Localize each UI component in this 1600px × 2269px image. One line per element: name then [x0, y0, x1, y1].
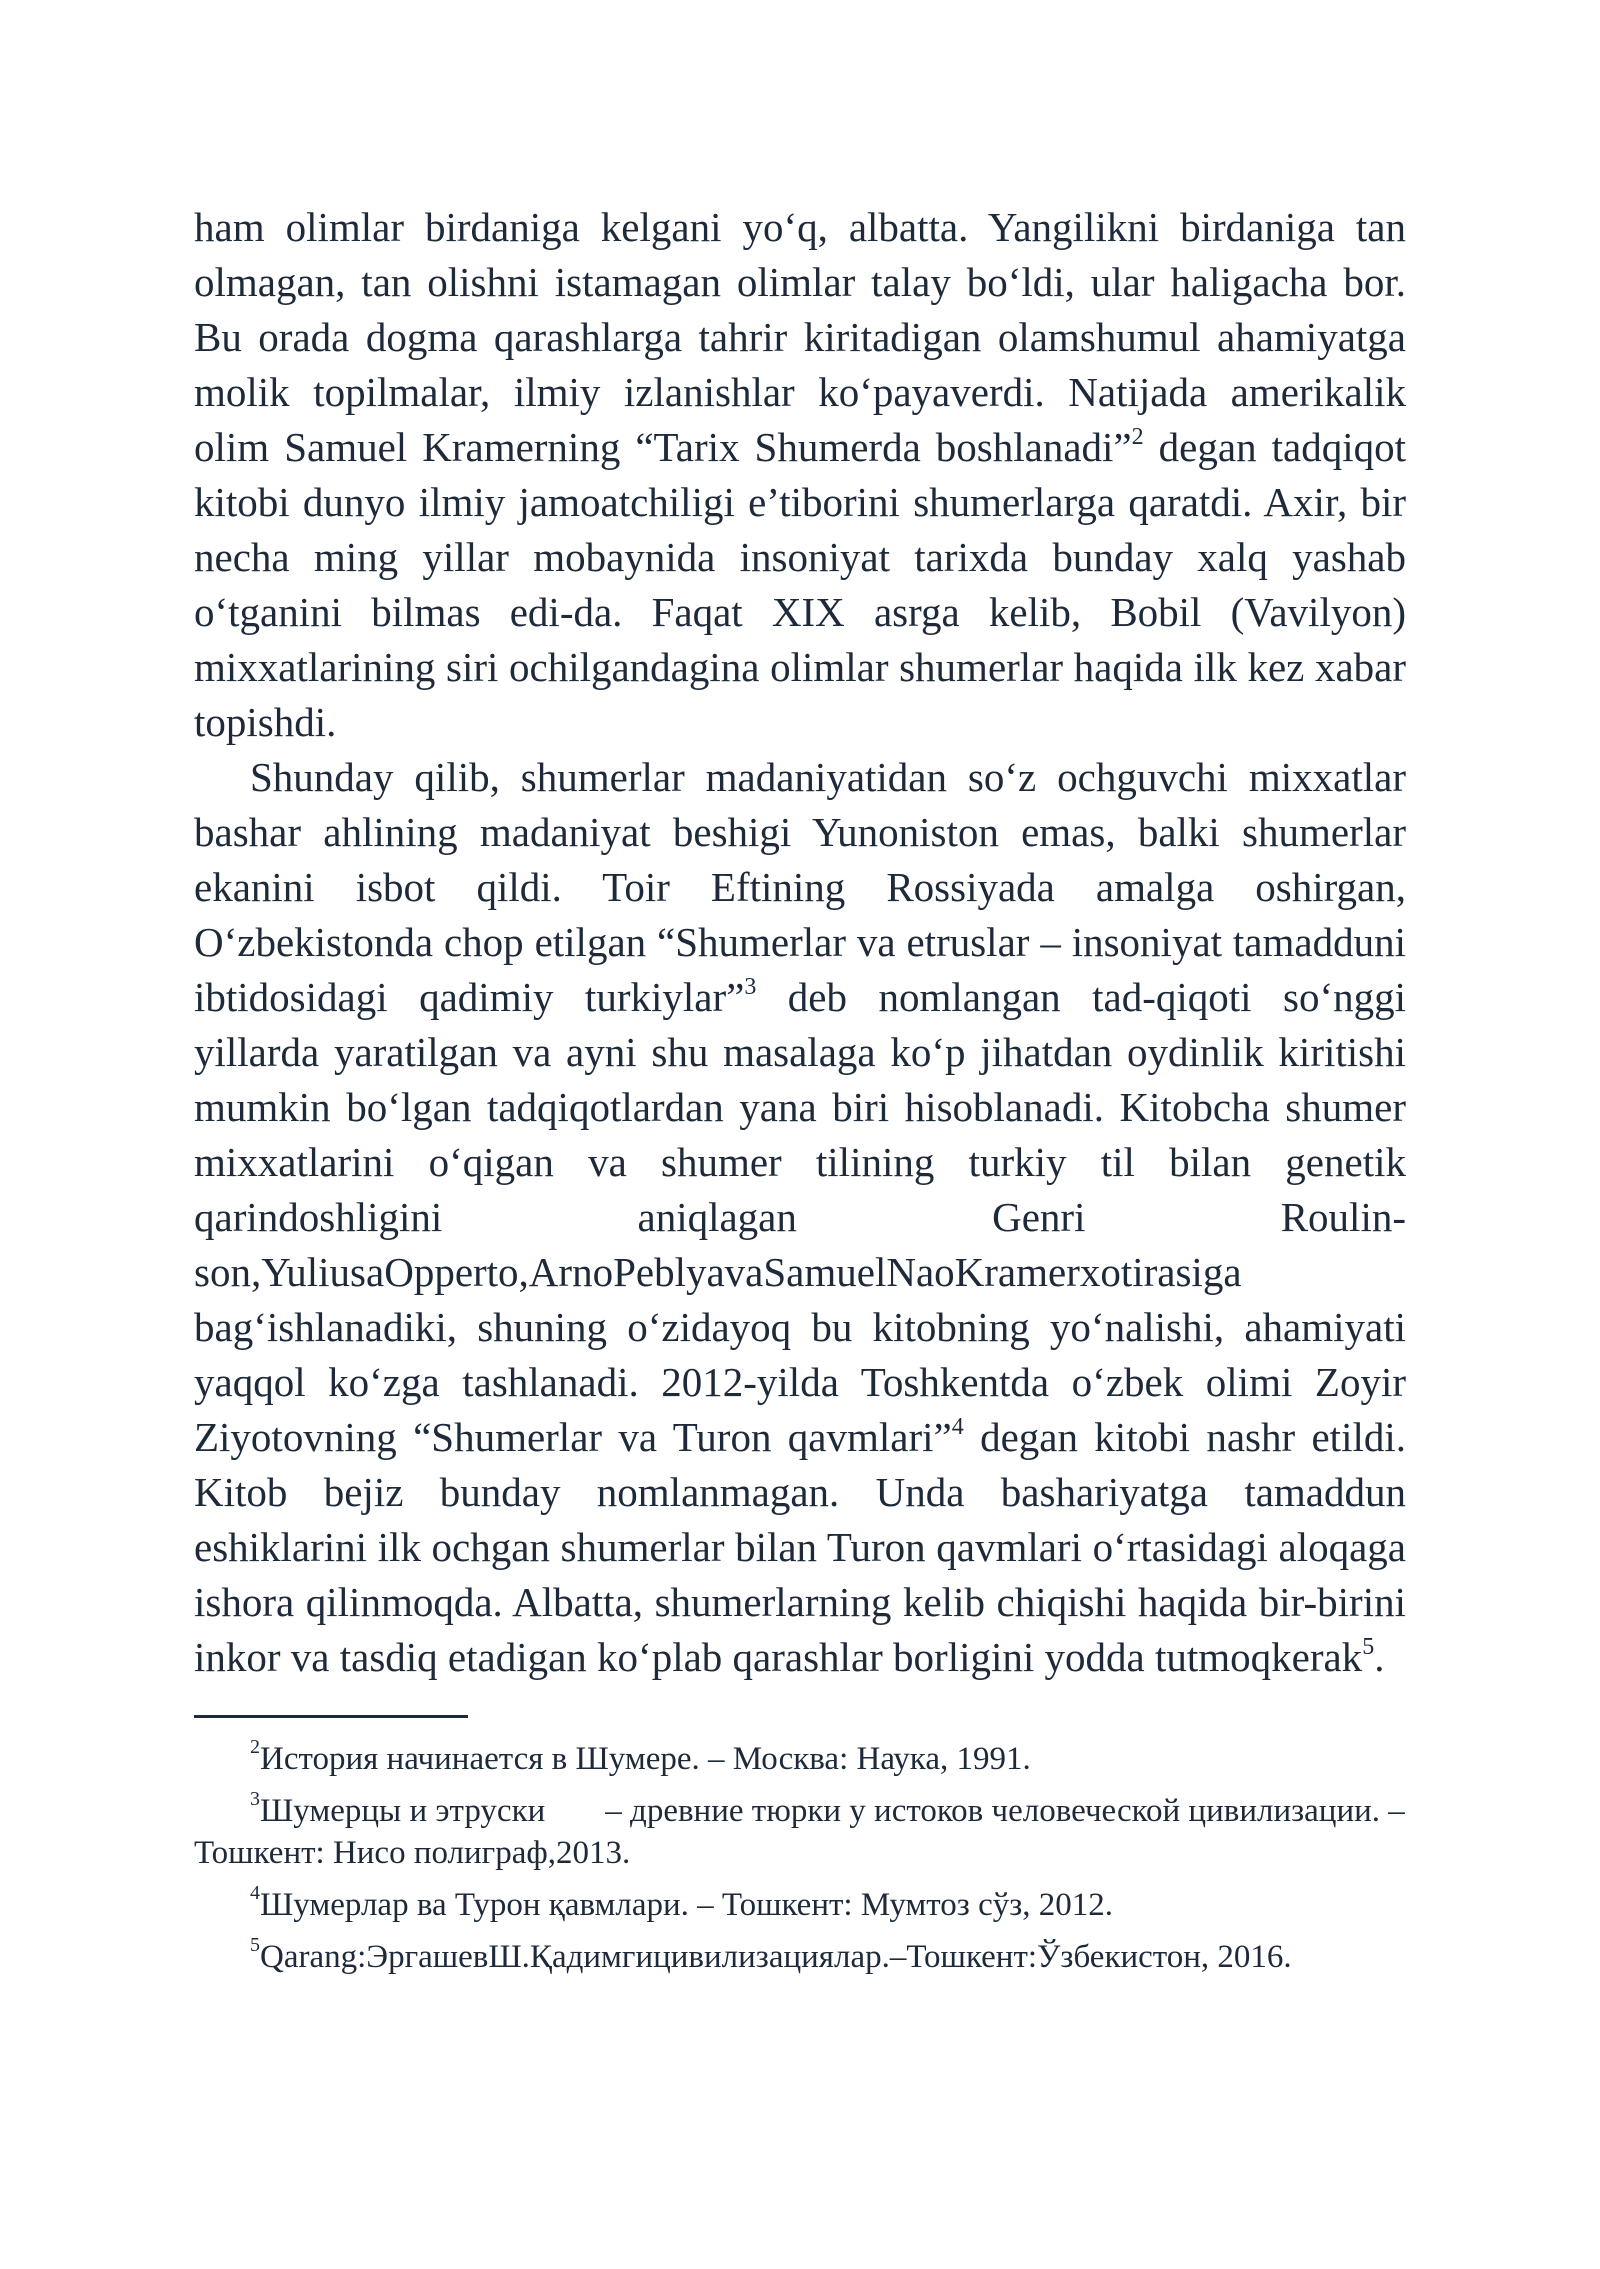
footnote-text: Qarang:ЭргашевШ.Қадимгицивилизациялар.–Тошкент:Ўзбекистон, 2016.	[260, 1939, 1292, 1975]
footnote-text: История начинается в Шумере. – Москва: Наука, 1991.	[260, 1741, 1031, 1777]
footnote-3	[194, 1790, 1406, 1874]
footnote-text: Шумерлар ва Турон қавмлари. – Тошкент: Мумтоз сўз, 2012.	[260, 1887, 1114, 1923]
footnote-number: 3	[250, 1788, 260, 1810]
paragraph-2-text-b: deb nomlangan tad-qiqoti so‘nggi yillarda yaratilgan va ayni shu masalaga ko‘p jihatdan oydinlik kiritishi mumkin bo‘lgan tadqiqotlardan yana biri hisoblanadi. Kitobcha shumer mixxatlarini o‘qigan va shumer tilining turkiy til bilan genetik qarindoshligini aniqlagan Genri Roulinson,YuliusaOpperto,ArnoPeblyavaSamuelNaoKramerxotirasiga bag‘ishlanadiki, shuning o‘zidayoq bu kitobning yo‘nalishi, ahamiyati yaqqol ko‘zga tashlanadi. 2012-yilda Toshkentda o‘zbek olimi Zoyir Ziyotovning “Shumerlar va Turon qavmlari”	[194, 974, 1406, 1460]
footnote-number: 2	[250, 1736, 260, 1758]
body-paragraph-1	[194, 200, 1406, 750]
paragraph-1-text-a: ham olimlar birdaniga kelgani yo‘q, albatta. Yangilikni birdaniga tan olmagan, tan olishni istamagan olimlar talay bo‘ldi, ular haligacha bor. Bu orada dogma qarashlarga tahrir kiritadigan olamshumul ahamiyatga molik topilmalar, ilmiy izlanishlar ko‘payaverdi. Natijada amerikalik olim Samuel Kramerning “Tarix Shumerda boshlanadi”	[194, 204, 1406, 470]
footnote-text: Шумерцы и этруски	[260, 1793, 546, 1829]
page-content	[194, 200, 1406, 1988]
footnote-2	[194, 1738, 1406, 1780]
footnote-ref-3[interactable]: 3	[744, 974, 757, 1001]
footnote-ref-5[interactable]: 5	[1362, 1634, 1375, 1661]
paragraph-2-text-a: Shunday qilib, shumerlar madaniyatidan so‘z ochguvchi mixxatlar bashar ahlining madaniyat beshigi Yunoniston emas, balki shumerlar ekanini isbot qildi. Toir Eftining Rossiyada amalga oshirgan, O‘zbekistonda chop etilgan “Shumerlar va etruslar – insoniyat tamadduni ibtidosidagi qadimiy turkiylar”	[194, 754, 1406, 1020]
paragraph-2-text-d: .	[1374, 1634, 1385, 1680]
footnote-4	[194, 1884, 1406, 1926]
footnote-number: 4	[250, 1882, 260, 1904]
footnote-ref-2[interactable]: 2	[1131, 424, 1144, 451]
body-paragraph-2	[194, 750, 1406, 1685]
footnote-ref-4[interactable]: 4	[951, 1414, 964, 1441]
paragraph-2-text-c: degan kitobi nashr etildi. Kitob bejiz bunday nomlanmagan. Unda bashariyatga tamaddun eshiklarini ilk ochgan shumerlar bilan Turon qavmlari o‘rtasidagi aloqaga ishora qilinmoqda. Albatta, shumerlarning kelib chiqishi haqida bir-birini inkor va tasdiq etadigan ko‘plab qarashlar borligini yodda tutmoqkerak	[194, 1414, 1406, 1680]
paragraph-1-text-b: degan tadqiqot kitobi dunyo ilmiy jamoatchiligi e’tiborini shumerlarga qaratdi. Axir, bir necha ming yillar mobaynida insoniyat tarixda bunday xalq yashab o‘tganini bilmas edi-da. Faqat XIX asrga kelib, Bobil (Vavilyon) mixxatlarining siri ochilgandagina olimlar shumerlar haqida ilk kez xabar topishdi.	[194, 424, 1406, 745]
footnote-text: – древние тюрки у истоков человеческой цивилизации. – Тошкент: Нисо полиграф,2013.	[194, 1793, 1405, 1871]
footnote-5	[194, 1936, 1406, 1978]
footnote-number: 5	[250, 1934, 260, 1956]
footnote-separator	[194, 1715, 468, 1718]
